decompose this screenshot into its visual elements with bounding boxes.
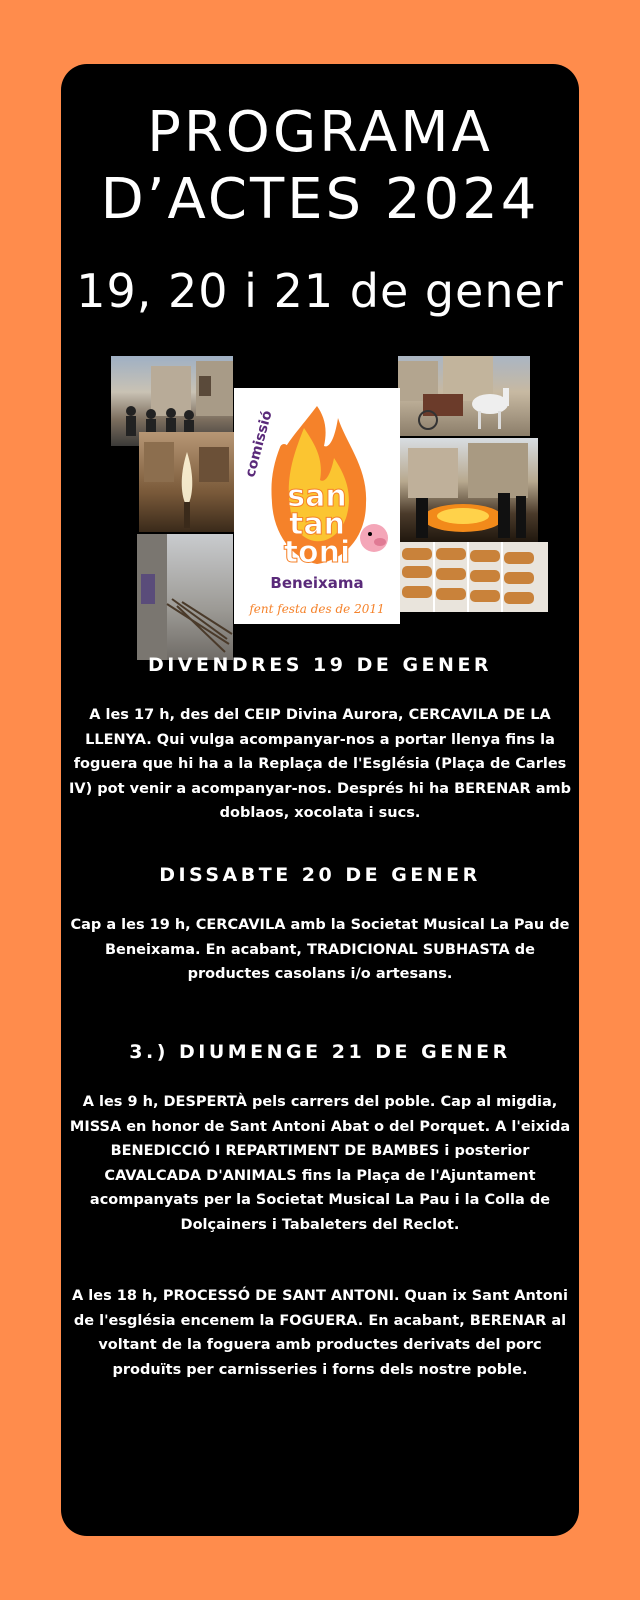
section-heading-sunday: 3.) DIUMENGE 21 DE GENER <box>129 1041 511 1063</box>
section-heading-saturday: DISSABTE 20 DE GENER <box>159 864 481 886</box>
logo-text-line-2: tan <box>289 507 345 542</box>
logo-text-line-3: toni <box>283 535 351 570</box>
photo-horse-carriage <box>398 356 530 436</box>
section-paragraph-saturday: Cap a les 19 h, CERCAVILA amb la Societat Musical La Pau de Beneixama. En acabant, TRADICIONAL SUBHASTA de productes casolans i/o artesans. <box>70 917 570 982</box>
sant-antoni-logo <box>234 388 400 624</box>
section-paragraph-sunday-evening: A les 18 h, PROCESSÓ DE SANT ANTONI. Quan ix Sant Antoni de l'església encenem la FOGUERA. En acabant, BERENAR al voltant de la foguera amb productes derivats del porc produïts per carnisseries i forns dels nostre poble. <box>72 1288 568 1378</box>
logo-tagline: fent festa des de 2011 <box>249 602 385 616</box>
section-paragraph-friday: A les 17 h, des del CEIP Divina Aurora, CERCAVILA DE LA LLENYA. Qui vulga acompanyar-nos a portar llenya fins la foguera que hi ha a la Replaça de l'Església (Plaça de Carles IV) pot venir a acompanyar-nos. Després hi ha BERENAR amb doblaos, xocolata i sucs. <box>69 707 571 821</box>
section-heading-friday: DIVENDRES 19 DE GENER <box>147 654 493 676</box>
logo-town: Beneixama <box>270 574 364 592</box>
title-line-2: D’ACTES 2024 <box>100 167 540 232</box>
photo-firewood <box>137 534 233 660</box>
photo-pastries <box>398 542 548 612</box>
photo-torch <box>139 432 235 532</box>
logo-text-line-1: san <box>287 479 347 514</box>
title-line-1: PROGRAMA <box>147 100 493 165</box>
pig-icon <box>360 524 388 552</box>
photo-bonfire <box>398 438 538 546</box>
logo-comissio-text: comissió <box>242 408 276 480</box>
dates-subtitle: 19, 20 i 21 de gener <box>76 264 564 318</box>
section-paragraph-sunday-morning: A les 9 h, DESPERTÀ pels carrers del poble. Cap al migdia, MISSA en honor de Sant Antoni Abat o del Porquet. A l'eixida BENEDICCIÓ I REPARTIMENT DE BAMBES i posterior CAVALCADA D'ANIMALS fins la Plaça de l'Ajuntament acompanyats per la Societat Musical La Pau i la Colla de Dolçainers i Tabaleters del Reclot. <box>69 1094 571 1233</box>
program-card <box>61 64 579 1536</box>
